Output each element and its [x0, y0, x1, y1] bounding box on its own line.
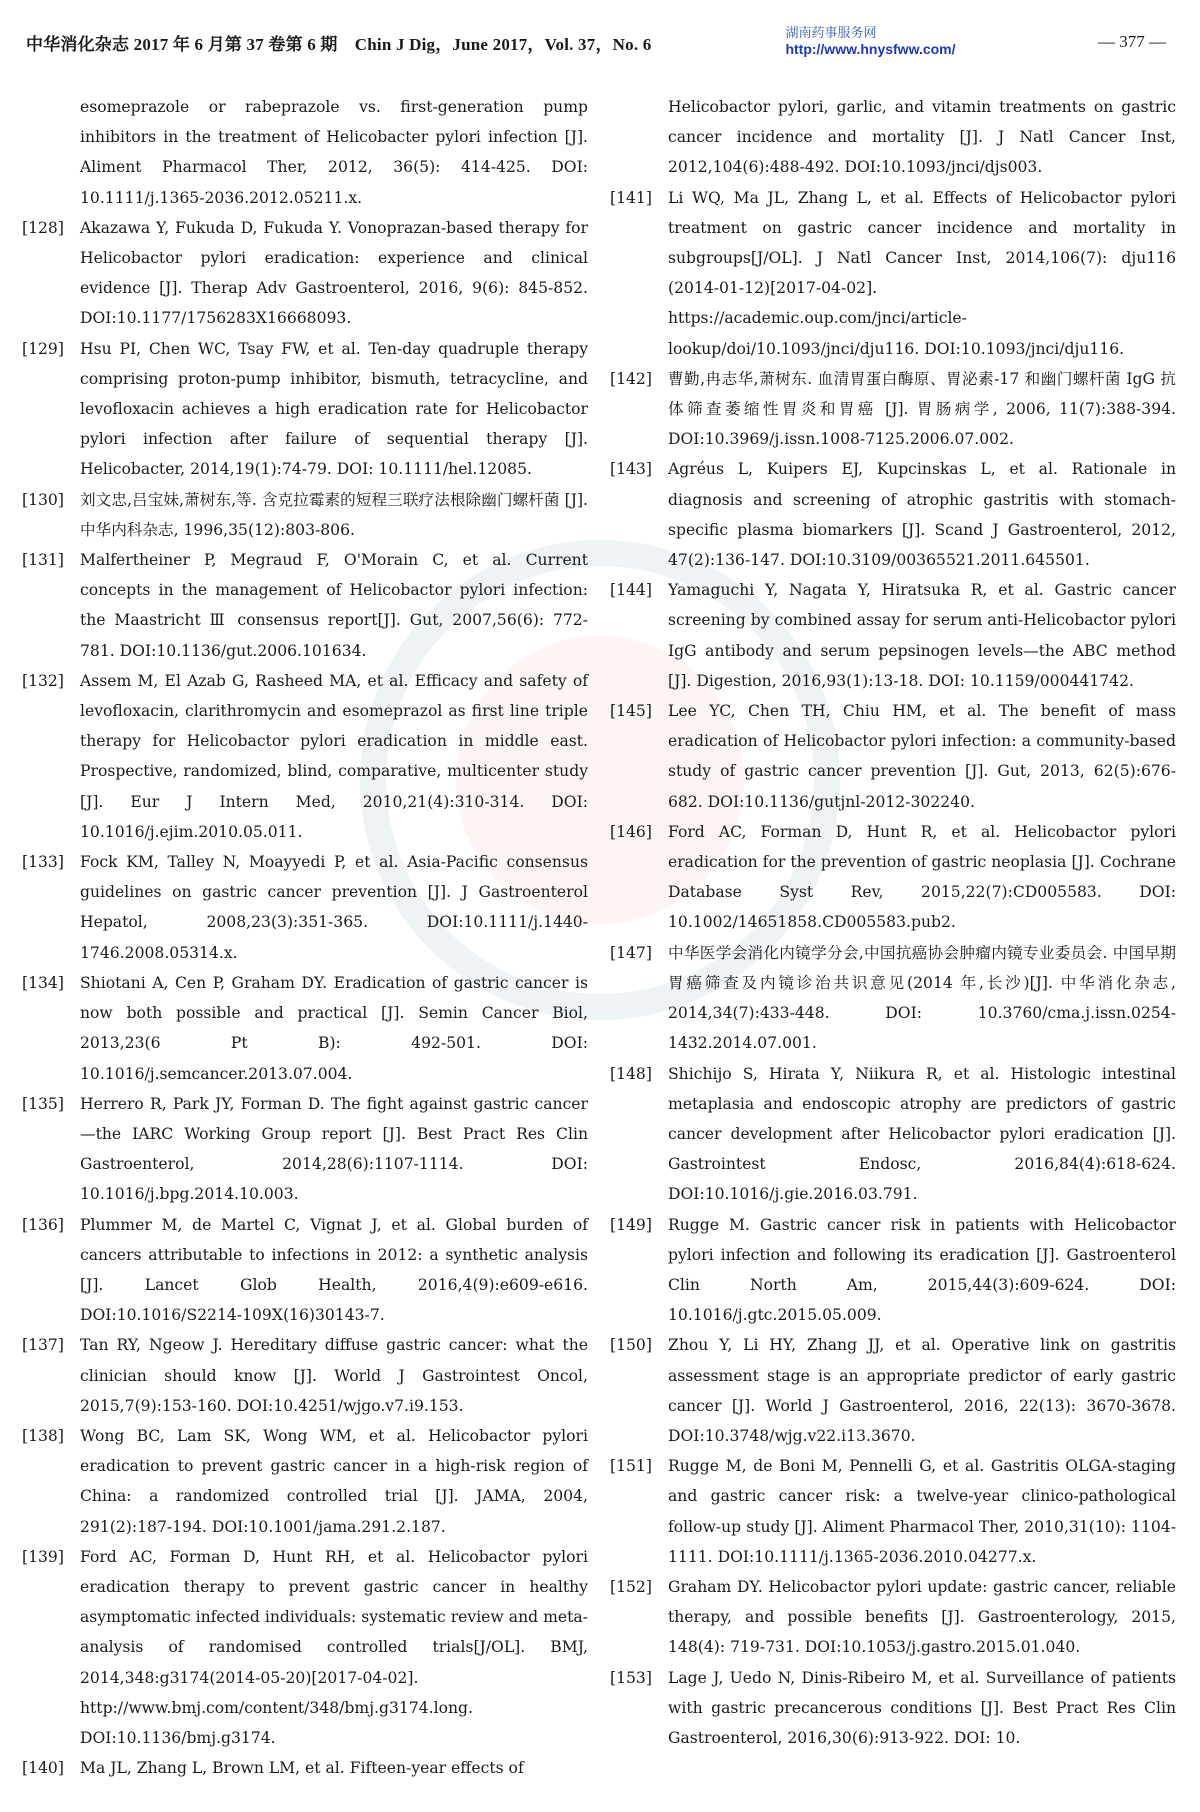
reference-number: [147]: [610, 943, 652, 962]
reference-text: Lage J, Uedo N, Dinis-Ribeiro M, et al. Surveillance of patients with gastric precancerous conditions [J]. Best Pract Res Clin Gastroenterol, 2016,30(6):913-922. DOI: 10.: [668, 1668, 1176, 1747]
reference-entry: [610, 938, 1176, 1059]
reference-number: [128]: [22, 218, 64, 237]
reference-number: [139]: [22, 1547, 64, 1566]
reference-entry: [610, 1663, 1176, 1754]
reference-entry: [610, 575, 1176, 696]
reference-entry: [22, 334, 588, 485]
reference-entry: [22, 1753, 588, 1783]
reference-number: [133]: [22, 853, 64, 872]
reference-text: Zhou Y, Li HY, Zhang JJ, et al. Operative link on gastritis assessment stage is an appropriate predictor of early gastric cancer [J]. World J Gastroenterol, 2016, 22(13): 3670-3678. DOI:10.3748/wjg.v22.i13.3670.: [668, 1336, 1176, 1445]
reference-number: [140]: [22, 1759, 64, 1778]
reference-text: Li WQ, Ma JL, Zhang L, et al. Effects of Helicobactor pylori treatment on gastric cancer incidence and mortality in subgroups[J/OL]. J Natl Cancer Inst, 2014,106(7): dju116 (2014-01-12)[2017-04-02]. https://academic.oup.com/jnci/article-lookup/doi/10.1093/jnci/dju116. DOI:10.1093/jnci/dju116.: [668, 188, 1176, 358]
reference-text: Lee YC, Chen TH, Chiu HM, et al. The benefit of mass eradication of Helicobactor pylori infection: a community-based study of gastric cancer prevention [J]. Gut, 2013, 62(5):676-682. DOI:10.1136/gutjnl-2012-302240.: [668, 702, 1176, 811]
reference-number: [149]: [610, 1215, 652, 1234]
reference-number: [145]: [610, 702, 652, 721]
reference-text: Hsu PI, Chen WC, Tsay FW, et al. Ten-day quadruple therapy comprising proton-pump inhibitor, bismuth, tetracycline, and levofloxacin achieves a high eradication rate for Helicobactor pylori infection after failure of sequential therapy [J]. Helicobacter, 2014,19(1):74-79. DOI: 10.1111/hel.12085.: [80, 339, 588, 479]
reference-number: [138]: [22, 1426, 64, 1445]
reference-entry: [22, 847, 588, 968]
reference-text: Rugge M, de Boni M, Pennelli G, et al. Gastritis OLGA-staging and gastric cancer risk: a twelve-year clinico-pathological follow-up study [J]. Aliment Pharmacol Ther, 2010,31(10): 1104-1111. DOI:10.1111/j.1365-2036.2010.04277.x.: [668, 1457, 1176, 1566]
reference-number: [135]: [22, 1094, 64, 1113]
reference-entry: [22, 1330, 588, 1421]
reference-entry: [610, 1330, 1176, 1451]
reference-number: [137]: [22, 1336, 64, 1355]
reference-text: Wong BC, Lam SK, Wong WM, et al. Helicobactor pylori eradication to prevent gastric cancer in a high-risk region of China: a randomized controlled trial [J]. JAMA, 2004, 291(2):187-194. DOI:10.1001/jama.291.2.187.: [80, 1426, 588, 1536]
reference-column-left: [22, 92, 588, 1783]
page-header: [26, 24, 1174, 58]
reference-text: Plummer M, de Martel C, Vignat J, et al. Global burden of cancers attributable to infections in 2012: a synthetic analysis [J]. Lancet Glob Health, 2016,4(9):e609-e616. DOI:10.1016/S2214-109X(16)30143-7.: [80, 1215, 588, 1325]
reference-entry: [22, 485, 588, 545]
reference-entry: [22, 545, 588, 666]
reference-number: [148]: [610, 1064, 652, 1083]
reference-number: [141]: [610, 188, 652, 207]
reference-entry: [610, 1572, 1176, 1663]
reference-text: Herrero R, Park JY, Forman D. The fight against gastric cancer—the IARC Working Group report [J]. Best Pract Res Clin Gastroenterol, 2014,28(6):1107-1114. DOI: 10.1016/j.bpg.2014.10.003.: [80, 1094, 588, 1204]
reference-text: Assem M, El Azab G, Rasheed MA, et al. Efficacy and safety of levofloxacin, clarithromycin and esomeprazol as first line triple therapy for Helicobactor pylori eradication in middle east. Prospective, randomized, blind, comparative, multicenter study [J]. Eur J Intern Med, 2010,21(4):310-314. DOI: 10.1016/j.ejim.2010.05.011.: [80, 671, 588, 841]
reference-number: [132]: [22, 671, 64, 690]
reference-number: [131]: [22, 551, 64, 570]
reference-entry: [610, 92, 1176, 183]
reference-entry: [22, 1089, 588, 1210]
reference-number: [136]: [22, 1215, 64, 1234]
reference-text: Ford AC, Forman D, Hunt RH, et al. Helicobactor pylori eradication therapy to prevent gastric cancer in healthy asymptomatic infected individuals: systematic review and meta-analysis of randomised controlled trials[J/OL]. BMJ, 2014,348:g3174(2014-05-20)[2017-04-02]. http://www.bmj.com/content/348/bmj.g3174.long. DOI:10.1136/bmj.g3174.: [80, 1547, 588, 1747]
reference-entry: [610, 817, 1176, 938]
reference-number: [151]: [610, 1457, 652, 1476]
reference-text: Tan RY, Ngeow J. Hereditary diffuse gastric cancer: what the clinician should know [J]. World J Gastrointest Oncol, 2015,7(9):153-160. DOI:10.4251/wjgo.v7.i9.153.: [80, 1336, 588, 1415]
reference-number: [153]: [610, 1668, 652, 1687]
reference-text: 中华医学会消化内镜学分会,中国抗癌协会肿瘤内镜专业委员会. 中国早期胃癌筛查及内镜诊治共识意见(2014 年,长沙)[J]. 中华消化杂志, 2014,34(7):433-448. DOI: 10.3760/cma.j.issn.0254-1432.2014.07.001.: [668, 943, 1176, 1053]
reference-entry: [610, 696, 1176, 817]
reference-number: [142]: [610, 369, 652, 388]
reference-entry: [22, 1210, 588, 1331]
reference-text: Fock KM, Talley N, Moayyedi P, et al. Asia-Pacific consensus guidelines on gastric cancer prevention [J]. J Gastroenterol Hepatol, 2008,23(3):351-365. DOI:10.1111/j.1440-1746.2008.05314.x.: [80, 853, 588, 962]
reference-number: [146]: [610, 822, 652, 841]
reference-entry: [22, 213, 588, 334]
reference-text: 刘文忠,吕宝妹,萧树东,等. 含克拉霉素的短程三联疗法根除幽门螺杆菌 [J]. 中华内科杂志, 1996,35(12):803-806.: [80, 490, 588, 539]
reference-text: esomeprazole or rabeprazole vs. first-generation pump inhibitors in the treatment of Helicobacter pylori infection [J]. Aliment Pharmacol Ther, 2012, 36(5): 414-425. DOI: 10.1111/j.1365-2036.2012.05211.x.: [80, 98, 588, 207]
reference-column-right: [610, 92, 1176, 1753]
site-url-link[interactable]: http://www.hnysfww.com/: [785, 41, 956, 57]
reference-entry: [610, 1451, 1176, 1572]
reference-entry: [22, 968, 588, 1089]
reference-number: [134]: [22, 973, 64, 992]
reference-number: [143]: [610, 460, 652, 479]
reference-text: Graham DY. Helicobactor pylori update: gastric cancer, reliable therapy, and possible benefits [J]. Gastroenterology, 2015, 148(4): 719-731. DOI:10.1053/j.gastro.2015.01.040.: [668, 1577, 1176, 1657]
reference-entry: [22, 92, 588, 213]
reference-entry: [610, 454, 1176, 575]
reference-text: Malfertheiner P, Megraud F, O'Morain C, et al. Current concepts in the management of Helicobactor pylori infection: the Maastricht Ⅲ consensus report[J]. Gut, 2007,56(6): 772-781. DOI:10.1136/gut.2006.101634.: [80, 551, 588, 660]
site-name: 湖南药事服务网: [785, 25, 877, 40]
reference-number: [129]: [22, 339, 64, 358]
reference-text: Helicobactor pylori, garlic, and vitamin treatments on gastric cancer incidence and mortality [J]. J Natl Cancer Inst, 2012,104(6):488-492. DOI:10.1093/jnci/djs003.: [668, 98, 1176, 177]
reference-number: [152]: [610, 1577, 652, 1596]
reference-text: Shiotani A, Cen P, Graham DY. Eradication of gastric cancer is now both possible and practical [J]. Semin Cancer Biol, 2013,23(6 Pt B): 492-501. DOI: 10.1016/j.semcancer.2013.07.004.: [80, 973, 588, 1083]
reference-entry: [22, 1421, 588, 1542]
reference-entry: [610, 1059, 1176, 1210]
reference-entry: [610, 364, 1176, 455]
reference-text: Shichijo S, Hirata Y, Niikura R, et al. Histologic intestinal metaplasia and endoscopic atrophy are predictors of gastric cancer development after Helicobactor pylori eradication [J]. Gastrointest Endosc, 2016,84(4):618-624. DOI:10.1016/j.gie.2016.03.791.: [668, 1064, 1176, 1204]
reference-text: 曹勤,冉志华,萧树东. 血清胃蛋白酶原、胃泌素-17 和幽门螺杆菌 IgG 抗体筛查萎缩性胃炎和胃癌 [J]. 胃肠病学, 2006, 11(7):388-394. DOI:10.3969/j.issn.1008-7125.2006.07.002.: [668, 369, 1176, 449]
reference-text: Yamaguchi Y, Nagata Y, Hiratsuka R, et al. Gastric cancer screening by combined assay for serum anti-Helicobactor pylori IgG antibody and serum pepsinogen levels—the ABC method [J]. Digestion, 2016,93(1):13-18. DOI: 10.1159/000441742.: [668, 581, 1176, 690]
reference-text: Agréus L, Kuipers EJ, Kupcinskas L, et al. Rationale in diagnosis and screening of atrophic gastritis with stomach-specific plasma biomarkers [J]. Scand J Gastroenterol, 2012, 47(2):136-147. DOI:10.3109/00365521.2011.645501.: [668, 460, 1176, 570]
reference-text: Ford AC, Forman D, Hunt R, et al. Helicobactor pylori eradication for the prevention of gastric neoplasia [J]. Cochrane Database Syst Rev, 2015,22(7):CD005583. DOI: 10.1002/14651858.CD005583.pub2.: [668, 822, 1176, 932]
site-stamp: [785, 24, 955, 58]
reference-entry: [22, 1542, 588, 1753]
page-number: — 377 —: [1098, 32, 1166, 51]
reference-entry: [610, 1210, 1176, 1331]
reference-number: [144]: [610, 581, 652, 600]
reference-text: Ma JL, Zhang L, Brown LM, et al. Fifteen-year effects of: [80, 1759, 524, 1778]
reference-number: [130]: [22, 490, 64, 509]
reference-text: Rugge M. Gastric cancer risk in patients with Helicobactor pylori infection and following its eradication [J]. Gastroenterol Clin North Am, 2015,44(3):609-624. DOI: 10.1016/j.gtc.2015.05.009.: [668, 1215, 1176, 1325]
reference-entry: [610, 183, 1176, 364]
running-head: 中华消化杂志 2017 年 6 月第 37 卷第 6 期 Chin J Dig，June 2017，Vol. 37，No. 6: [26, 35, 652, 54]
reference-number: [150]: [610, 1336, 652, 1355]
reference-entry: [22, 666, 588, 847]
reference-text: Akazawa Y, Fukuda D, Fukuda Y. Vonoprazan-based therapy for Helicobactor pylori eradication: experience and clinical evidence [J]. Therap Adv Gastroenterol, 2016, 9(6): 845-852. DOI:10.1177/1756283X16668093.: [80, 218, 588, 328]
